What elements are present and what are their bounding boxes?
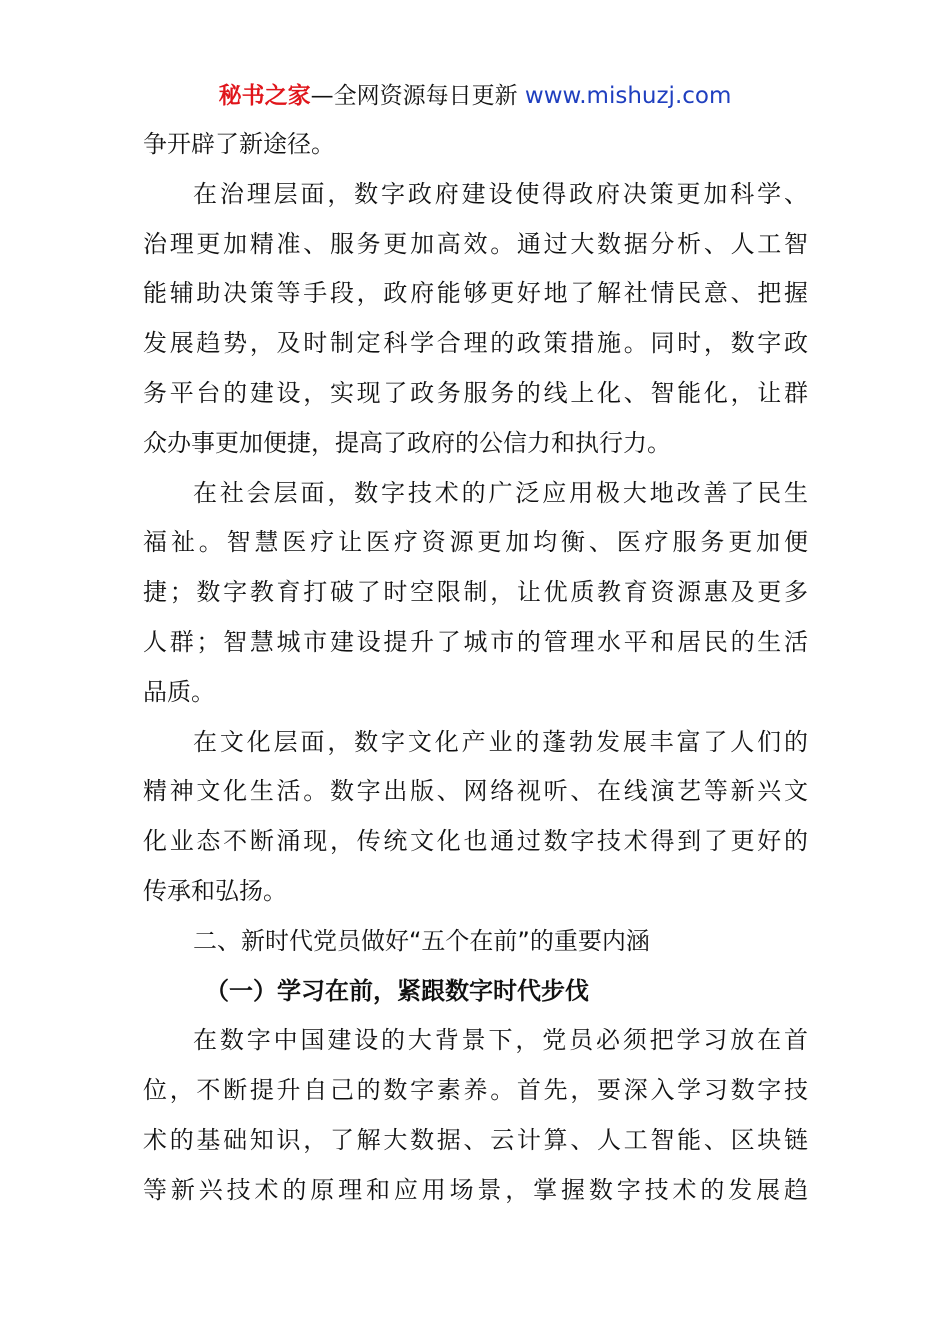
- text-line: 务平台的建设，实现了政务服务的线上化、智能化，让群: [143, 378, 808, 407]
- text-line: 在治理层面，数字政府建设使得政府决策更加科学、: [193, 179, 808, 208]
- text-line: 品质。: [143, 677, 215, 706]
- text-line: 在数字中国建设的大背景下，党员必须把学习放在首: [193, 1026, 808, 1055]
- subsection-heading: （一）学习在前，紧跟数字时代步伐: [205, 976, 589, 1005]
- text-line: 众办事更加便捷，提高了政府的公信力和执行力。: [143, 428, 671, 457]
- text-line: 位，不断提升自己的数字素养。首先，要深入学习数字技: [143, 1076, 808, 1105]
- text-line: 在社会层面，数字技术的广泛应用极大地改善了民生: [193, 478, 808, 507]
- website-link[interactable]: www.mishuzj.com: [524, 83, 732, 109]
- page-header: [0, 80, 950, 112]
- text-line: 捷；数字教育打破了时空限制，让优质教育资源惠及更多: [143, 578, 808, 607]
- text-line: 争开辟了新途径。: [143, 130, 335, 158]
- text-line: 术的基础知识，了解大数据、云计算、人工智能、区块链: [143, 1125, 808, 1154]
- document-body: [143, 120, 808, 1216]
- text-line: 等新兴技术的原理和应用场景，掌握数字技术的发展趋: [143, 1175, 808, 1204]
- header-tagline: —全网资源每日更新: [310, 83, 518, 109]
- text-line: 福祉。智慧医疗让医疗资源更加均衡、医疗服务更加便: [143, 528, 808, 557]
- text-line: 人群；智慧城市建设提升了城市的管理水平和居民的生活: [143, 627, 808, 656]
- text-line: 发展趋势，及时制定科学合理的政策措施。同时，数字政: [143, 329, 808, 358]
- section-heading: 二、新时代党员做好“五个在前”的重要内涵: [193, 926, 650, 955]
- text-line: 精神文化生活。数字出版、网络视听、在线演艺等新兴文: [143, 777, 808, 806]
- text-line: 能辅助决策等手段，政府能够更好地了解社情民意、把握: [143, 279, 808, 308]
- text-line: 传承和弘扬。: [143, 876, 287, 905]
- text-line: 在文化层面，数字文化产业的蓬勃发展丰富了人们的: [193, 727, 808, 756]
- text-line: 化业态不断涌现，传统文化也通过数字技术得到了更好的: [143, 827, 808, 856]
- text-line: 治理更加精准、服务更加高效。通过大数据分析、人工智: [143, 229, 808, 258]
- brand-name: 秘书之家: [218, 83, 311, 109]
